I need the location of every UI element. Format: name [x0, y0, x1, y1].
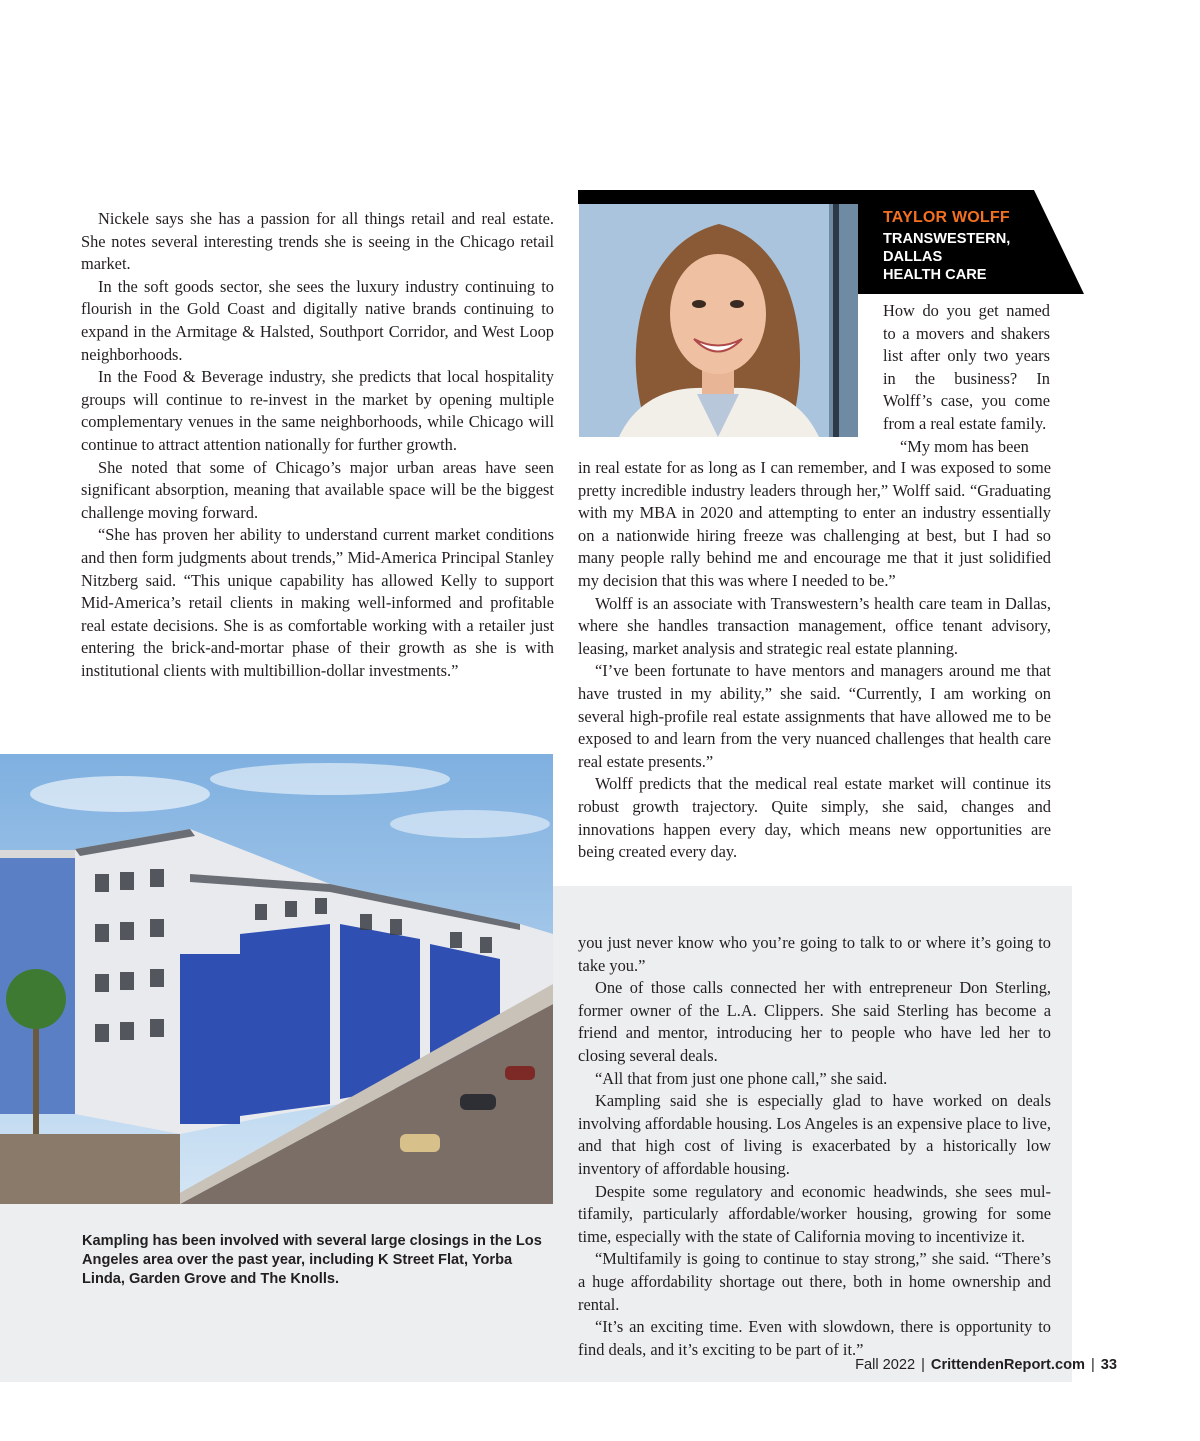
right-article-column-bottom [578, 932, 1051, 1361]
paragraph: Nickele says she has a passion for all things retail and real estate. She notes several interesting trends she is seeing in the Chicago retail market. [81, 209, 554, 274]
profile-sector: HEALTH CARE [883, 267, 987, 283]
paragraph: “My mom has been [900, 436, 1029, 456]
paragraph: How do you get named to a movers and shakers list after only two years in the business? In Wolff’s case, you come from a real estate family. [883, 301, 1050, 433]
paragraph: Wolff is an associate with Transwestern’s health care team in Dallas, where she handles transaction management, office tenant advisory, leasing, market analysis and strategic real estate planning. [578, 593, 1051, 658]
paragraph: In the Food & Beverage industry, she predicts that local hospitality groups will continue to re-invest in the market by opening multiple complementary venues in the same neighborhoods, while Chicago will continue to attract attention nationally for further growth. [81, 367, 554, 454]
paragraph: Despite some regulatory and economic headwinds, she sees multifamily, particularly affordable/worker housing, growing for some time, especially with the state of California moving to incentivize it. [578, 1181, 1051, 1246]
left-article-column [81, 208, 554, 682]
paragraph: “She has proven her ability to understand current market conditions and then form judgments about trends,” Mid-America Principal Stanley Nitzberg said. “This unique capability has allowed Kelly to support Mid-America’s retail clients in making well-informed and profitable real estate decisions. She is as comfortable working with a retailer just entering the brick-and-mortar phase of their growth as she is with institutional clients with multibillion-dollar investments.” [81, 525, 554, 680]
footer-separator: | [1090, 1357, 1095, 1373]
paragraph: One of those calls connected her with entrepreneur Don Sterling, former owner of the L.A. Clippers. She said Sterling has become a friend and mentor, introducing her to people who have led her to closing several deals. [578, 978, 1051, 1065]
paragraph: Wolff predicts that the medical real estate market will continue its robust growth trajectory. Quite simply, she said, changes and innovations happen every day, which means new opportunities are being created every day. [578, 774, 1051, 862]
paragraph: Kampling said she is especially glad to have worked on deals involving affordable housing. Los Angeles is an expensive place to live, and that high cost of living is exacerbated by a historically low inventory of affordable housing. [578, 1091, 1051, 1178]
issue-label: Fall 2022 [855, 1357, 916, 1373]
paragraph: “It’s an exciting time. Even with slowdown, there is opportunity to find deals, and it’s exciting to be part of it.” [578, 1317, 1051, 1359]
profile-name: TAYLOR WOLFF [883, 209, 1010, 226]
page-number: 33 [1100, 1357, 1117, 1373]
paragraph: “I’ve been fortunate to have mentors and managers around me that have trusted in my ability,” she said. “Currently, I am working on several high-profile real estate assignments that have allowed me to be exposed to and learn from the very nuanced challenges that health care real estate presents.” [578, 661, 1051, 771]
paragraph: In the soft goods sector, she sees the luxury industry continuing to flourish in the Gold Coast and digitally native brands continuing to expand in the Armitage & Halsted, Southport Corridor, and West Loop neighborhoods. [81, 276, 554, 364]
portrait-photo [579, 204, 858, 437]
paragraph: She noted that some of Chicago’s major urban areas have seen significant absorption, meaning that available space will be the biggest challenge moving forward. [81, 457, 554, 522]
paragraph: “All that from just one phone call,” she said. [595, 1068, 888, 1088]
paragraph: in real estate for as long as I can remember, and I was exposed to some pretty incredible industry leaders through her,” Wolff said. “Graduating with my MBA in 2020 and attempting to enter an industry essentially on a nationwide hiring freeze was challenging at best, but I had so many people rally behind me and encourage me that it just solidified my decision that this was where I needed to be.” [578, 458, 1051, 590]
profile-intro-text [883, 300, 1050, 458]
paragraph: you just never know who you’re going to talk to or where it’s going to take you.” [578, 933, 1051, 975]
photo-caption: Kampling has been involved with several large closings in the Los Angeles area over the past year, including K Street Flat, Yorba Linda, Garden Grove and The Knolls. [82, 1233, 542, 1287]
right-article-column-top [578, 457, 1051, 864]
paragraph: “Multifamily is going to continue to stay strong,” she said. “There’s a huge affordability shortage out there, both in home ownership and rental. [578, 1249, 1051, 1314]
building-photo [0, 754, 553, 1204]
site-link[interactable]: CrittendenReport.com [930, 1357, 1085, 1373]
page-footer [855, 1357, 1117, 1373]
profile-company: TRANSWESTERN, DALLAS [883, 231, 1011, 265]
footer-separator: | [921, 1357, 925, 1373]
